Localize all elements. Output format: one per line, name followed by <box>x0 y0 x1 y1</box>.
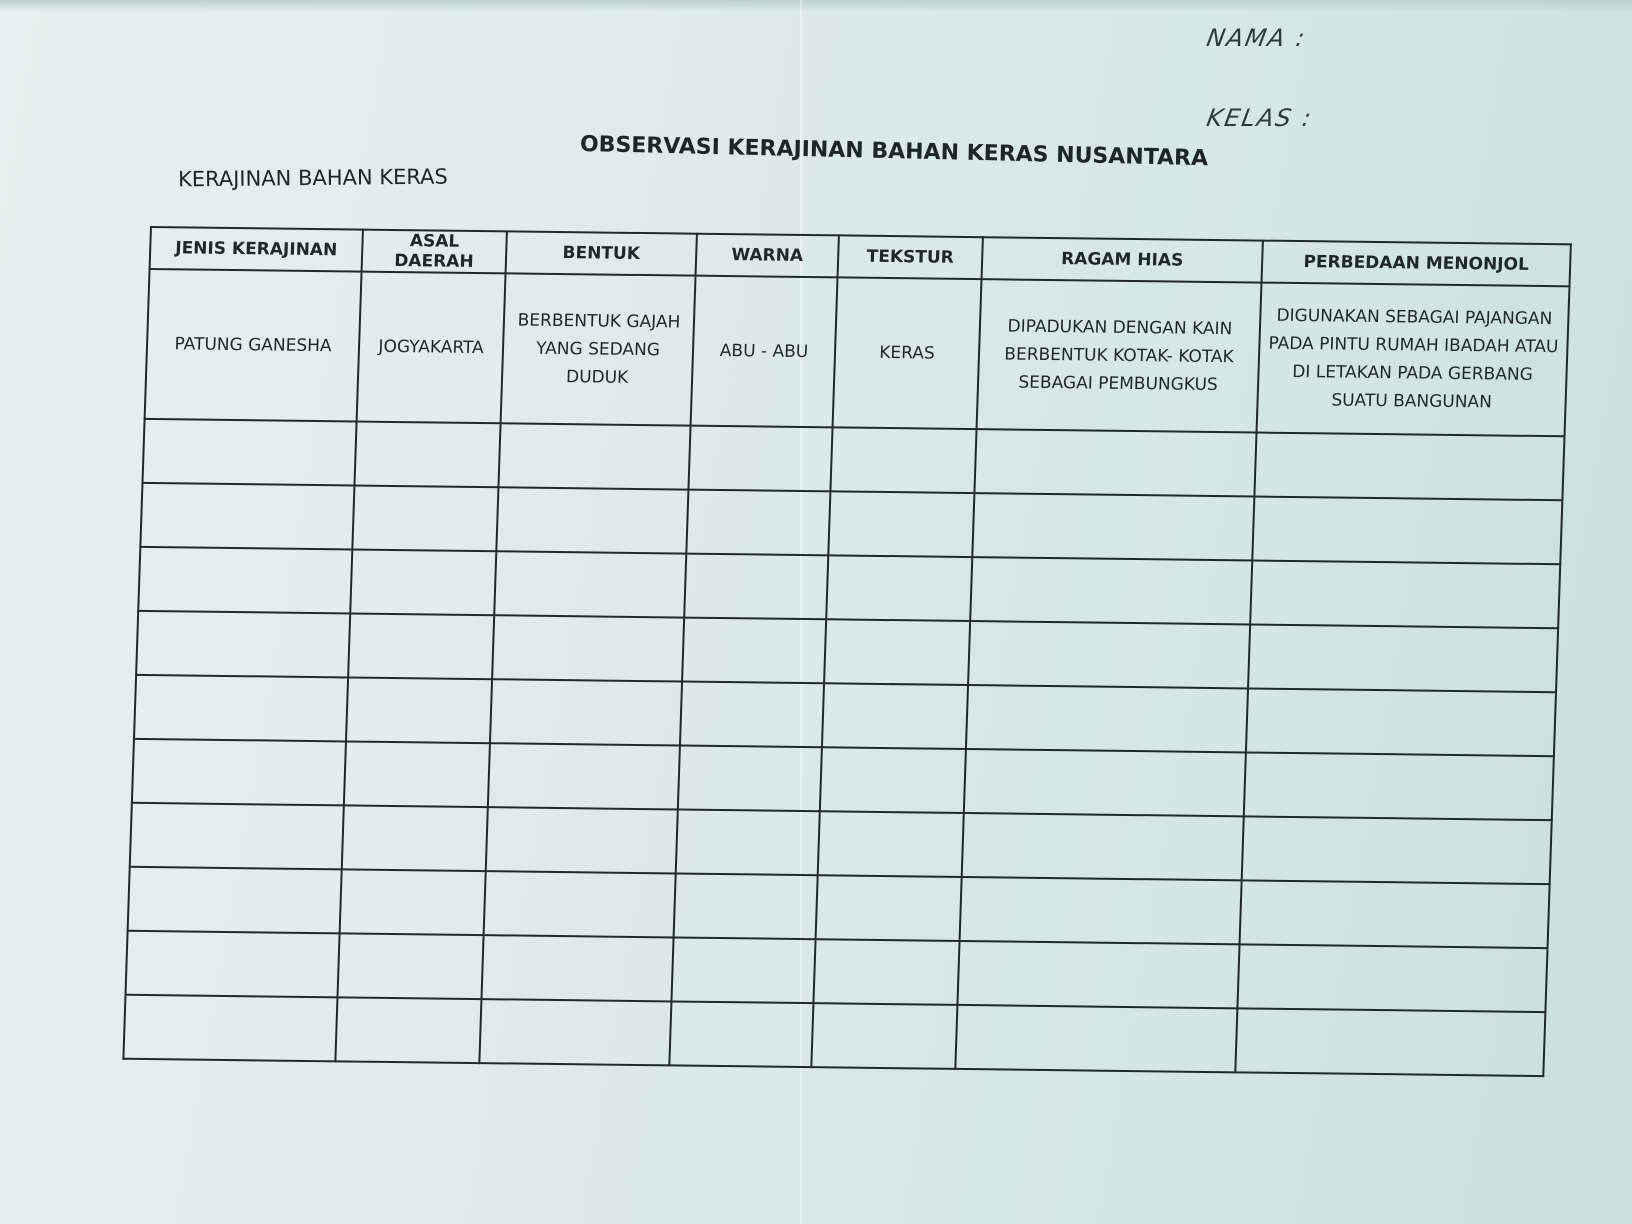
table-cell[interactable] <box>335 997 481 1063</box>
table-cell[interactable] <box>125 931 339 998</box>
table-cell[interactable] <box>962 813 1244 880</box>
table-cell[interactable] <box>340 869 486 935</box>
table-cell[interactable] <box>481 935 673 1001</box>
table-cell[interactable] <box>140 483 354 550</box>
table-cell[interactable] <box>494 551 686 617</box>
page-title: OBSERVASI KERAJINAN BAHAN KERAS NUSANTARA <box>579 132 1209 172</box>
table-cell[interactable] <box>822 683 968 749</box>
table-cell: DIPADUKAN DENGAN KAIN BERBENTUK KOTAK- KOTAK SEBAGAI PEMBUNGKUS <box>977 279 1262 432</box>
column-header: JENIS KERAJINAN <box>150 227 363 272</box>
table-cell: JOGYAKARTA <box>357 272 506 424</box>
table-cell[interactable] <box>488 743 680 809</box>
table-cell[interactable] <box>1246 688 1556 756</box>
table-cell[interactable] <box>1254 433 1564 501</box>
column-header: WARNA <box>696 234 839 278</box>
table-cell[interactable] <box>676 809 820 875</box>
table-cell[interactable] <box>974 429 1256 496</box>
table-cell[interactable] <box>496 487 688 553</box>
table-cell[interactable] <box>138 547 352 614</box>
table-cell[interactable] <box>1237 944 1547 1012</box>
table-cell[interactable] <box>824 619 970 685</box>
table-cell[interactable] <box>136 611 350 678</box>
table-cell[interactable] <box>955 1005 1237 1072</box>
column-header: ASAL DAERAH <box>362 230 507 274</box>
table-cell[interactable] <box>123 995 337 1062</box>
section-label: KERAJINAN BAHAN KERAS <box>177 164 448 192</box>
table-cell[interactable] <box>828 491 974 557</box>
table-cell[interactable] <box>680 682 824 748</box>
table-cell[interactable] <box>684 554 828 620</box>
table-cell[interactable] <box>134 675 348 742</box>
table-cell[interactable] <box>342 805 488 871</box>
table-cell[interactable] <box>1252 497 1562 565</box>
table-body <box>123 269 1569 1076</box>
table-cell[interactable] <box>486 807 678 873</box>
observation-table-wrapper <box>123 226 1570 1063</box>
table-row <box>145 269 1570 436</box>
table-cell[interactable] <box>1242 816 1552 884</box>
table-cell[interactable] <box>1235 1008 1545 1076</box>
table-cell[interactable] <box>498 423 690 489</box>
table-cell[interactable] <box>970 557 1252 624</box>
table-cell: BERBENTUK GAJAH YANG SEDANG DUDUK <box>501 273 696 425</box>
table-cell[interactable] <box>813 939 959 1005</box>
table-cell[interactable] <box>337 933 483 999</box>
table-cell[interactable] <box>826 555 972 621</box>
table-cell: DIGUNAKAN SEBAGAI PAJANGAN PADA PINTU RUMAH IBADAH ATAU DI LETAKAN PADA GERBANG SUATU BANGUNAN <box>1257 283 1570 437</box>
table-cell: PATUNG GANESHA <box>145 269 362 422</box>
table-cell[interactable] <box>344 741 490 807</box>
table-cell[interactable] <box>490 679 682 745</box>
table-cell[interactable] <box>957 941 1239 1008</box>
table-cell[interactable] <box>682 618 826 684</box>
column-header: TEKSTUR <box>838 235 983 279</box>
table-cell[interactable] <box>671 937 815 1003</box>
table-cell[interactable] <box>352 486 498 552</box>
observation-table <box>122 226 1572 1077</box>
table-cell[interactable] <box>492 615 684 681</box>
table-cell[interactable] <box>350 549 496 615</box>
table-cell[interactable] <box>968 621 1250 688</box>
table-cell[interactable] <box>354 422 500 488</box>
table-cell[interactable] <box>966 685 1248 752</box>
nama-label: NAMA : <box>1204 24 1309 52</box>
table-cell[interactable] <box>816 875 962 941</box>
table-cell[interactable] <box>484 871 676 937</box>
table-cell[interactable] <box>132 739 346 806</box>
table-cell[interactable] <box>688 426 832 492</box>
table-cell[interactable] <box>1240 880 1550 948</box>
table-cell[interactable] <box>818 811 964 877</box>
table-cell[interactable] <box>686 490 830 556</box>
table-cell[interactable] <box>674 873 818 939</box>
table-cell[interactable] <box>972 493 1254 560</box>
table-cell[interactable] <box>142 419 356 486</box>
table-cell[interactable] <box>130 803 344 870</box>
table-cell[interactable] <box>479 999 671 1065</box>
table-cell[interactable] <box>128 867 342 934</box>
table-cell[interactable] <box>346 677 492 743</box>
table-cell[interactable] <box>960 877 1242 944</box>
column-header: BENTUK <box>506 231 697 275</box>
table-cell[interactable] <box>820 747 966 813</box>
table-cell[interactable] <box>1244 752 1554 820</box>
table-cell[interactable] <box>348 613 494 679</box>
table-cell[interactable] <box>811 1003 957 1069</box>
paper-edge <box>0 0 1632 12</box>
column-header: PERBEDAAN MENONJOL <box>1261 241 1570 287</box>
table-cell[interactable] <box>964 749 1246 816</box>
table-cell[interactable] <box>669 1001 813 1067</box>
table-cell[interactable] <box>1250 560 1560 628</box>
table-cell[interactable] <box>678 746 822 812</box>
table-cell: KERAS <box>833 277 982 429</box>
table-cell[interactable] <box>830 427 976 493</box>
table-cell: ABU - ABU <box>691 276 838 428</box>
table-cell[interactable] <box>1248 624 1558 692</box>
kelas-label: KELAS : <box>1204 104 1316 132</box>
column-header: RAGAM HIAS <box>982 237 1263 282</box>
